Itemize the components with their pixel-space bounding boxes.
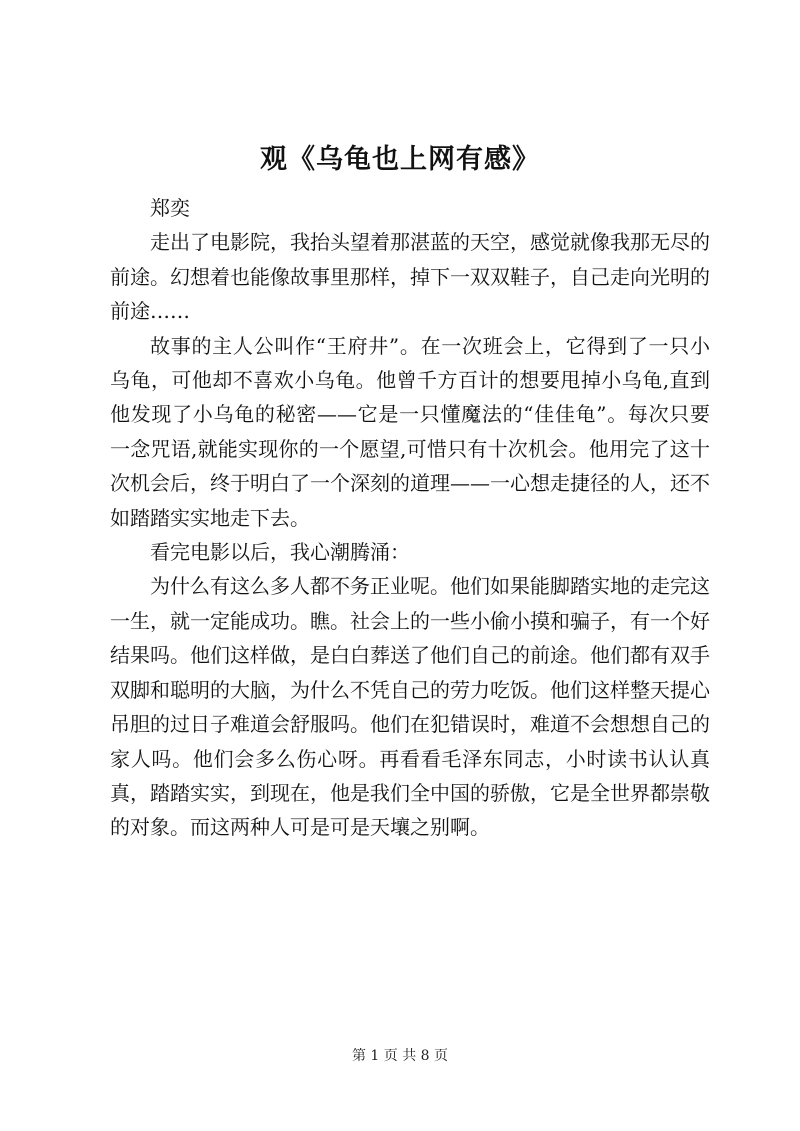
paragraph-1: 走出了电影院，我抬头望着那湛蓝的天空，感觉就像我那无尽的前途。幻想着也能像故事里那样，掉下一双双鞋子，自己走向光明的前途…… bbox=[110, 230, 710, 324]
page-footer: 第 1 页 共 8 页 bbox=[351, 1048, 449, 1064]
paragraph-3: 看完电影以后，我心潮腾涌： bbox=[150, 540, 410, 565]
document-body bbox=[110, 191, 710, 845]
paragraph-4: 为什么有这么多人都不务正业呢。他们如果能脚踏实地的走完这一生，就一定能成功。瞧。社会上的一些小偷小摸和骗子，有一个好结果吗。他们这样做，是白白葬送了他们自己的前途。他们都有双手双脚和聪明的大脑，为什么不凭自己的劳力吃饭。他们这样整天提心吊胆的过日子难道会舒服吗。他们在犯错误时，难道不会想想自己的家人吗。他们会多么伤心呀。再看看毛泽东同志，小时读书认认真真，踏踏实实，到现在，他是我们全中国的骄傲，它是全世界都崇敬的对象。而这两种人可是可是天壤之别啊。 bbox=[110, 574, 710, 840]
page-title: 观《乌龟也上网有感》 bbox=[260, 144, 540, 175]
paragraph-2: 故事的主人公叫作“王府井”。在一次班会上，它得到了一只小乌龟，可他却不喜欢小乌龟。他曾千方百计的想要甩掉小乌龟,直到他发现了小乌龟的秘密——它是一只懂魔法的“佳佳龟”。每次只要一念咒语,就能实现你的一个愿望,可惜只有十次机会。他用完了这十次机会后，终于明白了一个深刻的道理——一心想走捷径的人，还不如踏踏实实地走下去。 bbox=[110, 333, 710, 530]
author-name: 郑奕 bbox=[150, 196, 190, 220]
